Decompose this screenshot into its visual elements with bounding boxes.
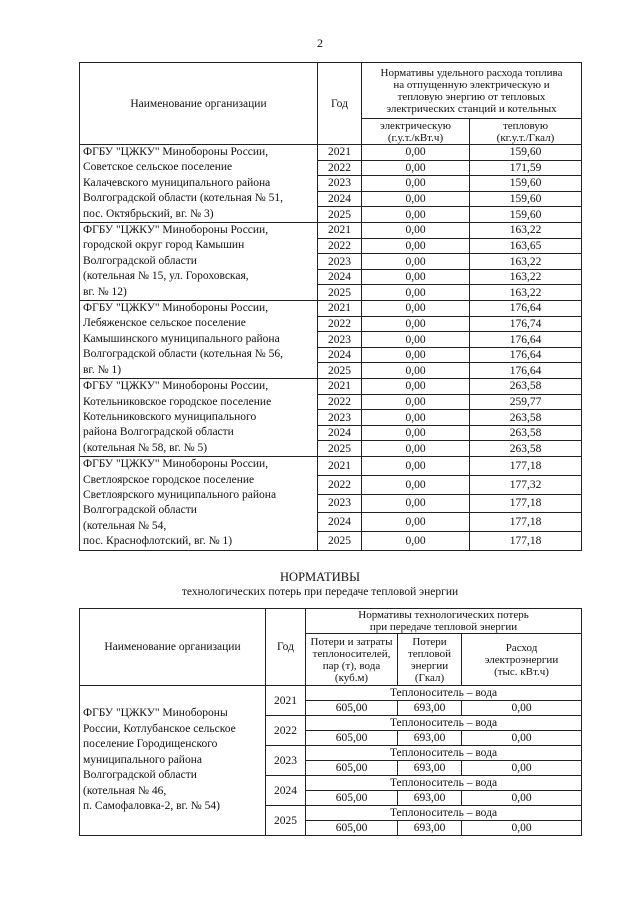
heat-value: 176,74: [470, 316, 582, 332]
loss-value: 605,00: [306, 701, 398, 716]
heat-loss-value: 693,00: [398, 701, 462, 716]
section-subtitle: технологических потерь при передаче тепловой энергии: [181, 586, 459, 598]
heat-value: 163,22: [470, 285, 582, 301]
organization-cell: ФГБУ "ЦЖКУ" Минобороны России, Котельниковское городское поселение Котельниковского муниципального района Волгоградской области (котельная № 58, вг. № 5): [80, 379, 318, 457]
year-cell: 2023: [266, 746, 306, 776]
header-heat-losses: Потери тепловой энергии (Гкал): [398, 634, 462, 686]
header-norms: Нормативы удельного расхода топлива на отпущенную электрическую и тепловую энергию от тепловых электрических станций и котельных: [362, 63, 582, 119]
year-cell: 2024: [318, 425, 362, 441]
heat-value: 177,18: [470, 513, 582, 532]
organization-cell-2: ФГБУ "ЦЖКУ" Минобороны России, Котлубанское сельское поселение Городищенского муниципального района Волгоградской области (котельная № 46, п. Самофаловка-2, вг. № 54): [80, 686, 266, 836]
heat-value: 177,18: [470, 457, 582, 476]
header-year-2: Год: [266, 609, 306, 686]
heat-value: 176,64: [470, 347, 582, 363]
heat-value: 171,59: [470, 160, 582, 176]
electric-value: 0,00: [362, 207, 470, 223]
heat-value: 159,60: [470, 207, 582, 223]
year-cell: 2023: [318, 176, 362, 192]
electric-value: 0,00: [362, 269, 470, 285]
electricity-value: 0,00: [462, 731, 582, 746]
header-norms-2: Нормативы технологических потерь при передаче тепловой энергии: [306, 609, 582, 634]
header-heat: тепловую (кг.у.т./Гкал): [470, 119, 582, 145]
year-cell: 2024: [318, 269, 362, 285]
year-cell: 2021: [318, 301, 362, 317]
electric-value: 0,00: [362, 223, 470, 239]
electric-value: 0,00: [362, 191, 470, 207]
header-year: Год: [318, 63, 362, 145]
loss-value: 605,00: [306, 791, 398, 806]
electric-value: 0,00: [362, 457, 470, 476]
heat-value: 163,22: [470, 254, 582, 270]
year-cell: 2022: [266, 716, 306, 746]
year-cell: 2021: [318, 223, 362, 239]
electric-value: 0,00: [362, 425, 470, 441]
electric-value: 0,00: [362, 531, 470, 550]
electric-value: 0,00: [362, 379, 470, 395]
heat-value: 163,22: [470, 269, 582, 285]
loss-value: 605,00: [306, 821, 398, 836]
year-cell: 2022: [318, 475, 362, 494]
electric-value: 0,00: [362, 160, 470, 176]
heat-value: 263,58: [470, 425, 582, 441]
electric-value: 0,00: [362, 363, 470, 379]
table-row: [80, 145, 582, 161]
heat-value: 177,18: [470, 531, 582, 550]
heat-loss-table: [79, 608, 582, 836]
year-cell: 2025: [318, 531, 362, 550]
electric-value: 0,00: [362, 332, 470, 348]
electric-value: 0,00: [362, 145, 470, 161]
loss-value: 605,00: [306, 761, 398, 776]
year-cell: 2022: [318, 160, 362, 176]
heat-loss-value: 693,00: [398, 791, 462, 806]
organization-cell: ФГБУ "ЦЖКУ" Минобороны России, городской округ город Камышин Волгоградской области (котельная № 15, ул. Гороховская, вг. № 12): [80, 223, 318, 301]
electric-value: 0,00: [362, 301, 470, 317]
carrier-label: Теплоноситель – вода: [306, 716, 582, 731]
year-cell: 2022: [318, 316, 362, 332]
heat-loss-value: 693,00: [398, 731, 462, 746]
electric-value: 0,00: [362, 347, 470, 363]
header-electric: электрическую (г.у.т./кВт.ч): [362, 119, 470, 145]
electric-value: 0,00: [362, 394, 470, 410]
heat-loss-value: 693,00: [398, 821, 462, 836]
table-row: [80, 379, 582, 395]
header-electricity: Расход электроэнергии (тыс. кВт.ч): [462, 634, 582, 686]
heat-value: 263,58: [470, 441, 582, 457]
year-cell: 2023: [318, 494, 362, 513]
year-cell: 2021: [318, 379, 362, 395]
fuel-consumption-table: [79, 62, 582, 551]
heat-value: 163,65: [470, 238, 582, 254]
year-cell: 2021: [318, 457, 362, 476]
year-cell: 2024: [318, 347, 362, 363]
year-cell: 2022: [318, 394, 362, 410]
heat-loss-value: 693,00: [398, 761, 462, 776]
carrier-label: Теплоноситель – вода: [306, 806, 582, 821]
year-cell: 2024: [266, 776, 306, 806]
table-row: [80, 457, 582, 476]
electric-value: 0,00: [362, 238, 470, 254]
electricity-value: 0,00: [462, 821, 582, 836]
carrier-label: Теплоноситель – вода: [306, 776, 582, 791]
heat-value: 177,18: [470, 494, 582, 513]
year-cell: 2023: [318, 254, 362, 270]
year-cell: 2023: [318, 410, 362, 426]
year-cell: 2022: [318, 238, 362, 254]
heat-value: 159,60: [470, 145, 582, 161]
section-title: НОРМАТИВЫ: [280, 570, 360, 584]
heat-value: 263,58: [470, 379, 582, 395]
electricity-value: 0,00: [462, 761, 582, 776]
heat-value: 176,64: [470, 332, 582, 348]
year-cell: 2024: [318, 513, 362, 532]
heat-value: 263,58: [470, 410, 582, 426]
header-org: Наименование организации: [80, 63, 318, 145]
organization-cell: ФГБУ "ЦЖКУ" Минобороны России, Светлоярское городское поселение Светлоярского муниципального района Волгоградской области (котельная № 54, пос. Краснофлотский, вг. № 1): [80, 457, 318, 550]
year-cell: 2025: [318, 441, 362, 457]
electric-value: 0,00: [362, 316, 470, 332]
year-cell: 2021: [266, 686, 306, 716]
heat-value: 159,60: [470, 176, 582, 192]
electric-value: 0,00: [362, 410, 470, 426]
heat-value: 159,60: [470, 191, 582, 207]
year-cell: 2025: [318, 363, 362, 379]
loss-value: 605,00: [306, 731, 398, 746]
year-cell: 2025: [318, 207, 362, 223]
table-row: [80, 686, 582, 701]
electric-value: 0,00: [362, 285, 470, 301]
table-row: [80, 301, 582, 317]
electric-value: 0,00: [362, 475, 470, 494]
electricity-value: 0,00: [462, 701, 582, 716]
heat-value: 177,32: [470, 475, 582, 494]
year-cell: 2025: [318, 285, 362, 301]
heat-value: 259,77: [470, 394, 582, 410]
heat-value: 163,22: [470, 223, 582, 239]
header-org-2: Наименование организации: [80, 609, 266, 686]
heat-value: 176,64: [470, 301, 582, 317]
carrier-label: Теплоноситель – вода: [306, 746, 582, 761]
electricity-value: 0,00: [462, 791, 582, 806]
table-row: [80, 223, 582, 239]
organization-cell: ФГБУ "ЦЖКУ" Минобороны России, Лебяженское сельское поселение Камышинского муниципального района Волгоградской области (котельная № 56, вг. № 1): [80, 301, 318, 379]
carrier-label: Теплоноситель – вода: [306, 686, 582, 701]
year-cell: 2021: [318, 145, 362, 161]
header-losses: Потери и затраты теплоносителей, пар (т), вода (куб.м): [306, 634, 398, 686]
page-number: 2: [317, 36, 323, 50]
year-cell: 2025: [266, 806, 306, 836]
electric-value: 0,00: [362, 441, 470, 457]
electric-value: 0,00: [362, 176, 470, 192]
electric-value: 0,00: [362, 494, 470, 513]
electric-value: 0,00: [362, 513, 470, 532]
heat-value: 176,64: [470, 363, 582, 379]
organization-cell: ФГБУ "ЦЖКУ" Минобороны России, Советское сельское поселение Калачевского муниципального района Волгоградской области (котельная № 51, пос. Октябрьский, вг. № 3): [80, 145, 318, 223]
electric-value: 0,00: [362, 254, 470, 270]
year-cell: 2023: [318, 332, 362, 348]
year-cell: 2024: [318, 191, 362, 207]
